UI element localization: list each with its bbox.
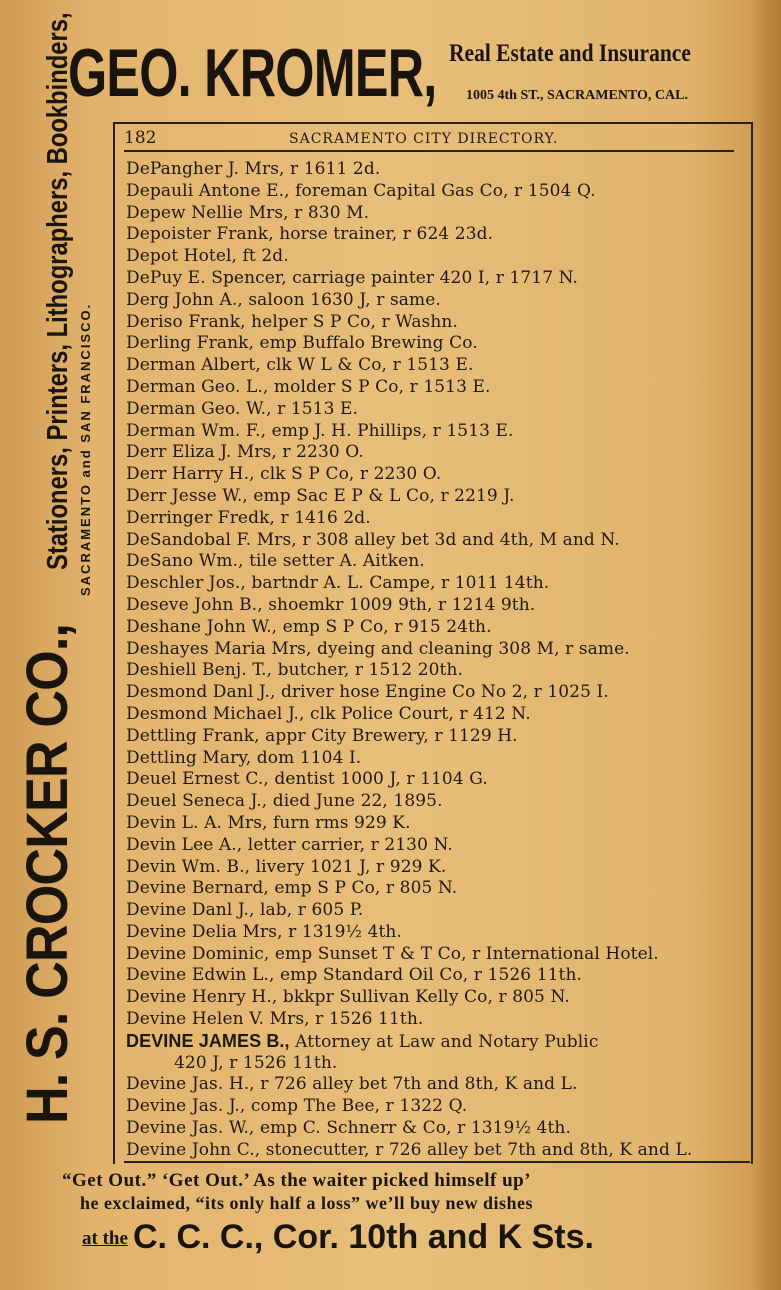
directory-entry: Depoister Frank, horse trainer, r 624 23d. bbox=[126, 224, 494, 245]
page-number: 182 bbox=[124, 128, 157, 148]
directory-entry: Devine Henry H., bkkpr Sullivan Kelly Co, r 805 N. bbox=[126, 987, 570, 1008]
footer-ad-line-3 bbox=[82, 1218, 762, 1257]
directory-entry: Depot Hotel, ft 2d. bbox=[126, 246, 289, 267]
side-advertisement-main bbox=[14, 0, 81, 1124]
directory-entry: Dettling Mary, dom 1104 I. bbox=[126, 747, 362, 768]
directory-entry: Derman Albert, clk W L & Co, r 1513 E. bbox=[126, 355, 474, 376]
featured-entry-detail: Attorney at Law and Notary Public bbox=[289, 1031, 599, 1052]
side-company-trades: Stationers, Printers, Lithographers, Bookbinders, bbox=[42, 12, 74, 570]
advertiser-address: 1005 4th ST., SACRAMENTO, CAL. bbox=[466, 88, 688, 103]
directory-entry: Devine Edwin L., emp Standard Oil Co, r 1526 11th. bbox=[126, 965, 583, 986]
directory-entry: Derman Geo. L., molder S P Co, r 1513 E. bbox=[126, 376, 491, 397]
featured-entry-name: DEVINE JAMES B., bbox=[126, 1030, 290, 1051]
directory-entry: Derr Harry H., clk S P Co, r 2230 O. bbox=[126, 464, 442, 485]
directory-entry: Devine Jas. W., emp C. Schnerr & Co, r 1319½ 4th. bbox=[126, 1118, 571, 1139]
directory-entry: Derringer Fredk, r 1416 2d. bbox=[126, 507, 371, 528]
footer-ccc-address: C. C. C., Cor. 10th and K Sts. bbox=[133, 1218, 594, 1256]
directory-entry: Desmond Danl J., driver hose Engine Co No 2, r 1025 I. bbox=[126, 682, 609, 703]
directory-entry: Derr Eliza J. Mrs, r 2230 O. bbox=[126, 442, 364, 463]
directory-entry: Devine Helen V. Mrs, r 1526 11th. bbox=[126, 1009, 424, 1030]
directory-entry: Devin Lee A., letter carrier, r 2130 N. bbox=[126, 834, 453, 855]
directory-entry: Dettling Frank, appr City Brewery, r 1129 H. bbox=[126, 725, 518, 746]
directory-entry: Derman Geo. W., r 1513 E. bbox=[126, 398, 359, 419]
directory-entry: Devine Danl J., lab, r 605 P. bbox=[126, 900, 364, 921]
footer-ad-line-1: “Get Out.” ‘Get Out.’ As the waiter picked himself up’ bbox=[62, 1170, 532, 1191]
directory-entry: DeSandobal F. Mrs, r 308 alley bet 3d and 4th, M and N. bbox=[126, 529, 620, 550]
directory-entry: Desmond Michael J., clk Police Court, r 412 N. bbox=[126, 703, 531, 724]
directory-entry: Derg John A., saloon 1630 J, r same. bbox=[126, 289, 441, 310]
directory-entry: Devine John C., stonecutter, r 726 alley bet 7th and 8th, K and L. bbox=[126, 1139, 693, 1160]
top-advertisement bbox=[68, 35, 748, 118]
footer-at-the: at the bbox=[82, 1228, 128, 1249]
directory-entries bbox=[126, 159, 756, 1162]
directory-entry: Devin L. A. Mrs, furn rms 929 K. bbox=[126, 812, 411, 833]
page-bottom-rule bbox=[124, 1161, 750, 1163]
directory-entry: DeSano Wm., tile setter A. Aitken. bbox=[126, 551, 425, 572]
featured-entry bbox=[126, 1031, 756, 1053]
page-header bbox=[124, 128, 734, 152]
directory-entry: Devine Bernard, emp S P Co, r 805 N. bbox=[126, 878, 458, 899]
directory-entry: Devine Jas. H., r 726 alley bet 7th and 8th, K and L. bbox=[126, 1074, 578, 1095]
side-company-cities: SACRAMENTO and SAN FRANCISCO. bbox=[78, 302, 93, 596]
directory-entry: Derman Wm. F., emp J. H. Phillips, r 1513 E. bbox=[126, 420, 514, 441]
directory-entry: Deshane John W., emp S P Co, r 915 24th. bbox=[126, 616, 492, 637]
page-title: SACRAMENTO CITY DIRECTORY. bbox=[289, 131, 559, 147]
directory-entry: Depauli Antone E., foreman Capital Gas Co, r 1504 Q. bbox=[126, 180, 596, 201]
directory-entry: DePuy E. Spencer, carriage painter 420 I, r 1717 N. bbox=[126, 267, 579, 288]
directory-entry: Devine Jas. J., comp The Bee, r 1322 Q. bbox=[126, 1096, 468, 1117]
footer-ad-line-2: he exclaimed, “its only half a loss” we’ll buy new dishes bbox=[80, 1193, 534, 1213]
directory-entry: Deuel Ernest C., dentist 1000 J, r 1104 G. bbox=[126, 769, 488, 790]
directory-entry: Deschler Jos., bartndr A. L. Campe, r 1011 14th. bbox=[126, 573, 550, 594]
directory-entry: Derr Jesse W., emp Sac E P & L Co, r 2219 J. bbox=[126, 485, 515, 506]
directory-entry: Deseve John B., shoemkr 1009 9th, r 1214 9th. bbox=[126, 594, 536, 615]
directory-entry: Devine Delia Mrs, r 1319½ 4th. bbox=[126, 921, 402, 942]
directory-entry: Deriso Frank, helper S P Co, r Washn. bbox=[126, 311, 458, 332]
featured-entry-continuation: 420 J, r 1526 11th. bbox=[174, 1052, 338, 1073]
directory-entry: Depew Nellie Mrs, r 830 M. bbox=[126, 202, 370, 223]
advertiser-name: GEO. KROMER, bbox=[68, 35, 437, 111]
directory-entry: Derling Frank, emp Buffalo Brewing Co. bbox=[126, 333, 478, 354]
directory-entry: Deshayes Maria Mrs, dyeing and cleaning 308 M, r same. bbox=[126, 638, 630, 659]
directory-entry: DePangher J. Mrs, r 1611 2d. bbox=[126, 159, 381, 179]
bottom-advertisement bbox=[62, 1170, 762, 1257]
directory-entry: Devine Dominic, emp Sunset T & T Co, r International Hotel. bbox=[126, 943, 659, 964]
directory-entry: Deuel Seneca J., died June 22, 1895. bbox=[126, 791, 443, 812]
side-company-name: H. S. CROCKER CO., bbox=[15, 623, 80, 1124]
directory-entry: Devin Wm. B., livery 1021 J, r 929 K. bbox=[126, 856, 447, 877]
advertiser-business: Real Estate and Insurance bbox=[449, 40, 691, 67]
directory-entry: Deshiell Benj. T., butcher, r 1512 20th. bbox=[126, 660, 464, 681]
